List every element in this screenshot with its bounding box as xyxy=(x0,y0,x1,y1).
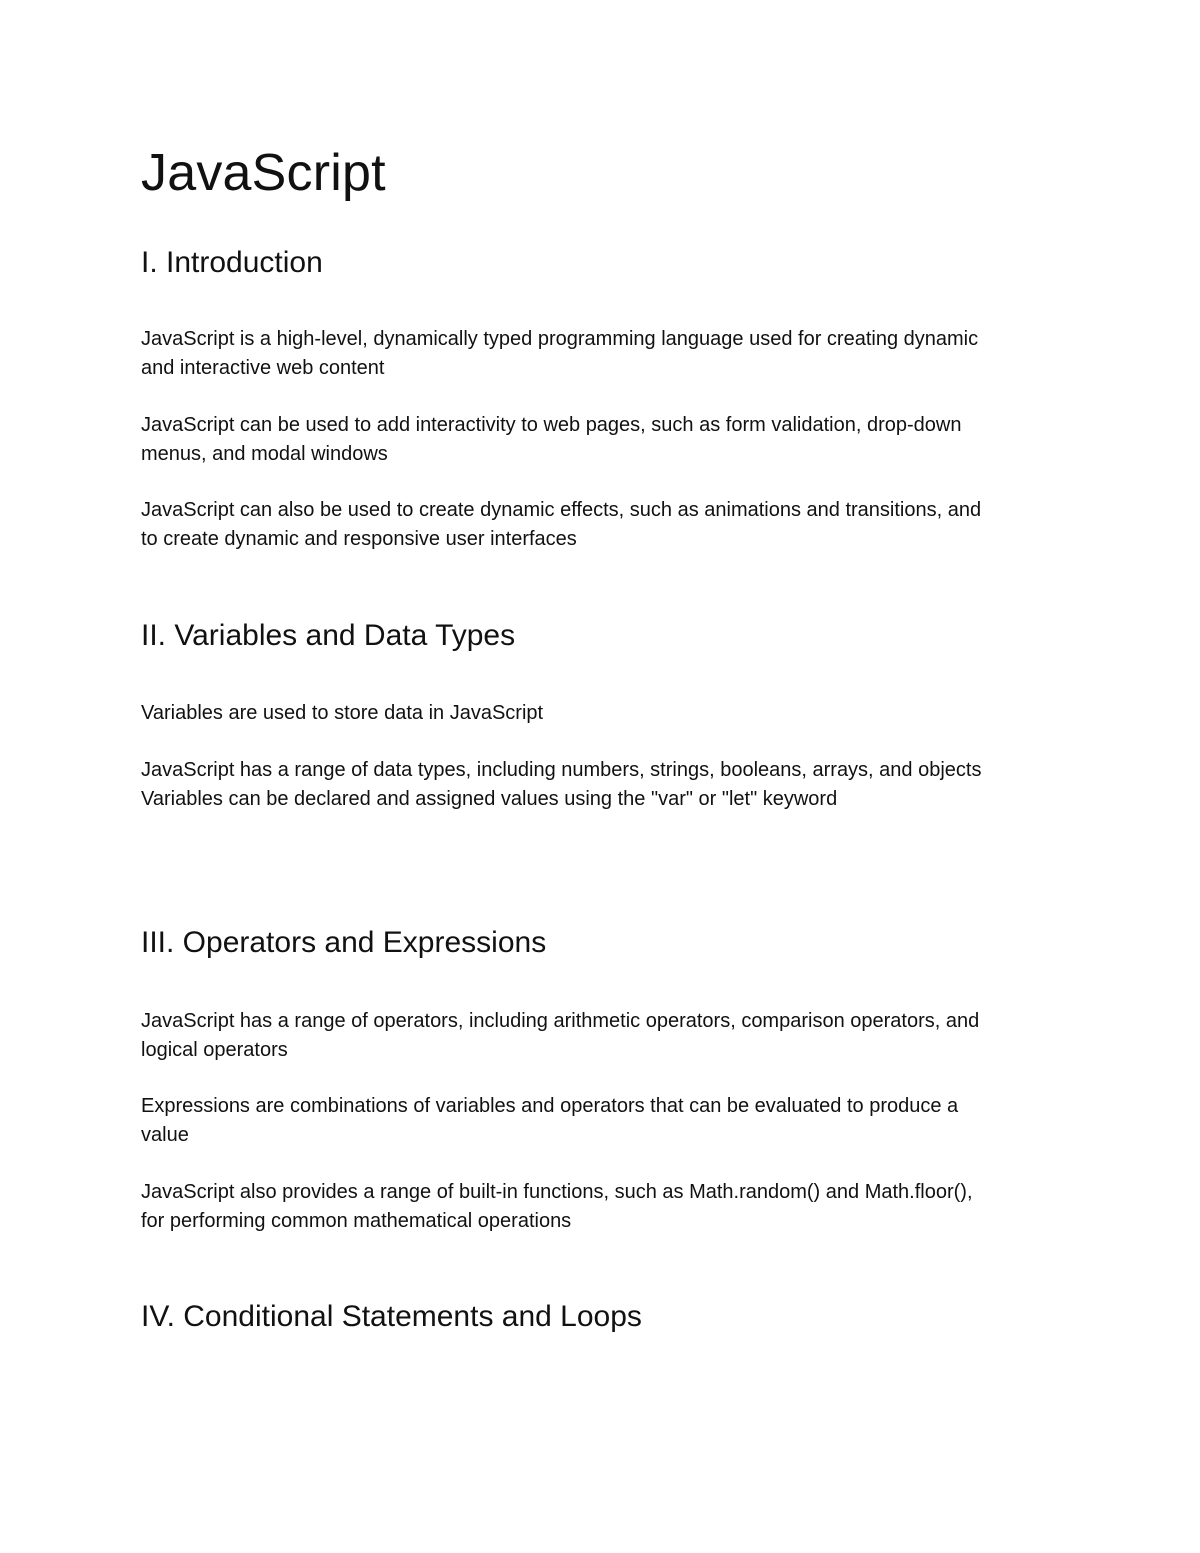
paragraph: Variables are used to store data in JavaScript xyxy=(141,702,544,724)
document-title: JavaScript xyxy=(141,144,386,202)
paragraph: Expressions are combinations of variables and operators that can be evaluated to produce a value xyxy=(141,1095,959,1146)
section-heading-variables-data-types: II. Variables and Data Types xyxy=(141,619,516,652)
paragraph: JavaScript is a high-level, dynamically typed programming language used for creating dynamic and interactive web content xyxy=(141,328,979,379)
section-heading-operators-expressions: III. Operators and Expressions xyxy=(141,926,547,959)
paragraph: JavaScript also provides a range of built-in functions, such as Math.random() and Math.floor(), for performing common mathematical operations xyxy=(141,1181,973,1232)
section-heading-conditional-statements-loops: IV. Conditional Statements and Loops xyxy=(141,1300,642,1333)
paragraph: JavaScript can also be used to create dynamic effects, such as animations and transitions, and to create dynamic and responsive user interfaces xyxy=(141,499,982,550)
paragraph: JavaScript has a range of data types, including numbers, strings, booleans, arrays, and objects Variables can be declared and assigned values using the "var" or "let" keyword xyxy=(141,759,982,810)
paragraph: JavaScript can be used to add interactivity to web pages, such as form validation, drop-down menus, and modal windows xyxy=(141,414,962,465)
section-heading-introduction: I. Introduction xyxy=(141,246,323,279)
paragraph: JavaScript has a range of operators, including arithmetic operators, comparison operators, and logical operators xyxy=(141,1010,980,1061)
